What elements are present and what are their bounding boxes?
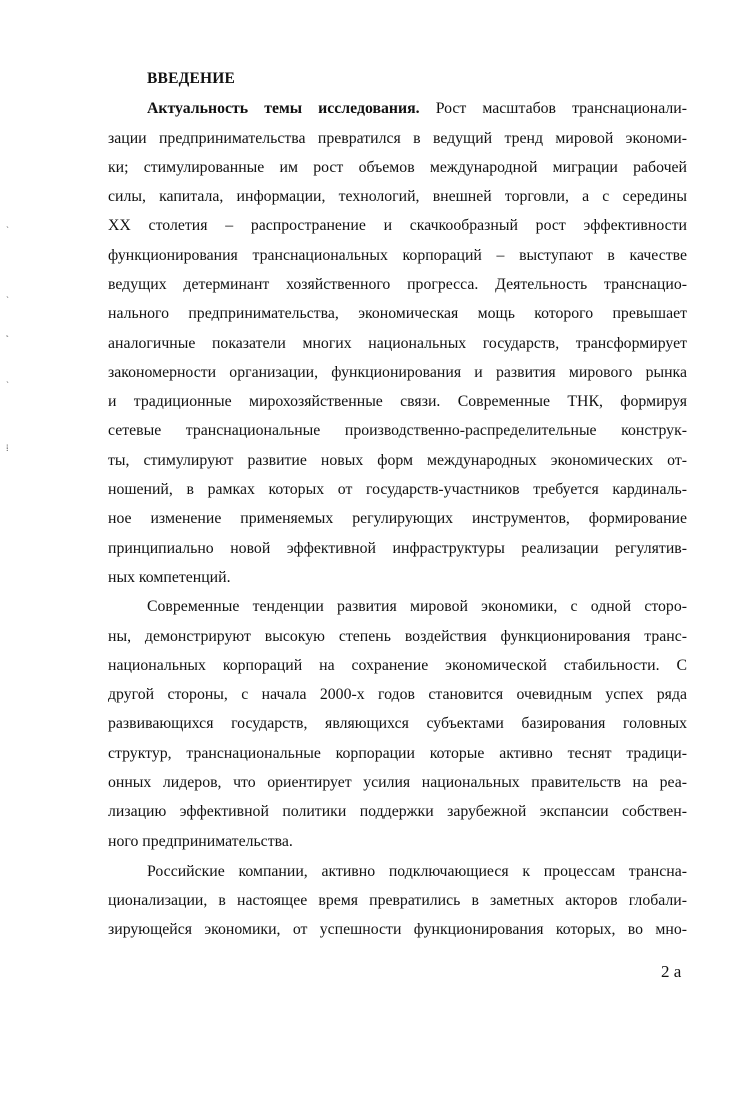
- paragraph-1-line-5: XX столетия – распространение и скачкообразный рост эффективности: [108, 217, 687, 234]
- paragraph-1-line-17: ных компетенций.: [108, 569, 231, 586]
- paragraph-1-line-13: ты, стимулируют развитие новых форм международных экономических от-: [108, 452, 687, 469]
- scan-speck: ˎ: [6, 218, 9, 228]
- paragraph-2-line-8: лизацию эффективной политики поддержки зарубежной экспансии собствен-: [108, 803, 687, 820]
- paragraph-1-line-10: закономерности организации, функционирования и развития мирового рынка: [108, 364, 687, 381]
- section-heading: ВВЕДЕНИЕ: [147, 70, 236, 87]
- paragraph-1-line-3: ки; стимулированные им рост объемов международной миграции рабочей: [108, 159, 687, 176]
- scan-speck: ˛: [6, 327, 9, 337]
- paragraph-3-line-1: Российские компании, активно подключающиеся к процессам трансна-: [147, 863, 687, 880]
- paragraph-1-lead: Актуальность темы исследования.: [147, 100, 420, 117]
- paragraph-2-line-9: ного предпринимательства.: [108, 833, 293, 850]
- paragraph-1-line-15: ное изменение применяемых регулирующих инструментов, формирование: [108, 510, 687, 527]
- paragraph-1-line-4: силы, капитала, информации, технологий, внешней торговли, а с середины: [108, 188, 687, 205]
- paragraph-2-line-6: структур, транснациональные корпорации которые активно теснят традици-: [108, 745, 687, 762]
- paragraph-2-line-5: развивающихся государств, являющихся субъектами базирования головных: [108, 715, 687, 732]
- paragraph-1-line-11: и традиционные мирохозяйственные связи. Современные ТНК, формируя: [108, 393, 687, 410]
- paragraph-1-line-1-text: Рост масштабов транснационали-: [419, 100, 688, 117]
- paragraph-1-line-8: нального предпринимательства, экономическая мощь которого превышает: [108, 305, 687, 322]
- paragraph-1-line-14: ношений, в рамках которых от государств-участников требуется кардиналь-: [108, 481, 687, 498]
- paragraph-3-line-2: ционализации, в настоящее время превратились в заметных акторов глобали-: [108, 892, 687, 909]
- page-number: 2 а: [661, 962, 682, 981]
- paragraph-2-line-2: ны, демонстрируют высокую степень воздействия функционирования транс-: [108, 628, 687, 645]
- paragraph-2-line-7: онных лидеров, что ориентирует усилия национальных правительств на реа-: [108, 774, 687, 791]
- paragraph-1-line-16: принципиально новой эффективной инфраструктуры реализации регулятив-: [108, 540, 687, 557]
- paragraph-2-line-3: национальных корпораций на сохранение экономической стабильности. С: [108, 657, 687, 674]
- paragraph-1-line-9: аналогичные показатели многих национальных государств, трансформирует: [108, 335, 687, 352]
- paragraph-1-line-7: ведущих детерминант хозяйственного прогресса. Деятельность транснацио-: [108, 276, 687, 293]
- paragraph-1-line-6: функционирования транснациональных корпораций – выступают в качестве: [108, 247, 687, 264]
- paragraph-2-line-1: Современные тенденции развития мировой экономики, с одной сторо-: [147, 598, 687, 615]
- paragraph-3-line-3: зирующейся экономики, от успешности функционирования которых, во мно-: [108, 921, 687, 938]
- paragraph-2-line-4: другой стороны, с начала 2000-х годов становится очевидным успех ряда: [108, 686, 687, 703]
- paragraph-1-line-1: [147, 99, 687, 119]
- scan-speck: ˏ: [6, 288, 9, 298]
- scan-speck: ⁞: [6, 443, 9, 453]
- scan-speck: ˏ: [6, 373, 9, 383]
- paragraph-1-line-12: сетевые транснациональные производственно-распределительные конструк-: [108, 422, 687, 439]
- paragraph-1-line-2: зации предпринимательства превратился в ведущий тренд мировой экономи-: [108, 130, 687, 147]
